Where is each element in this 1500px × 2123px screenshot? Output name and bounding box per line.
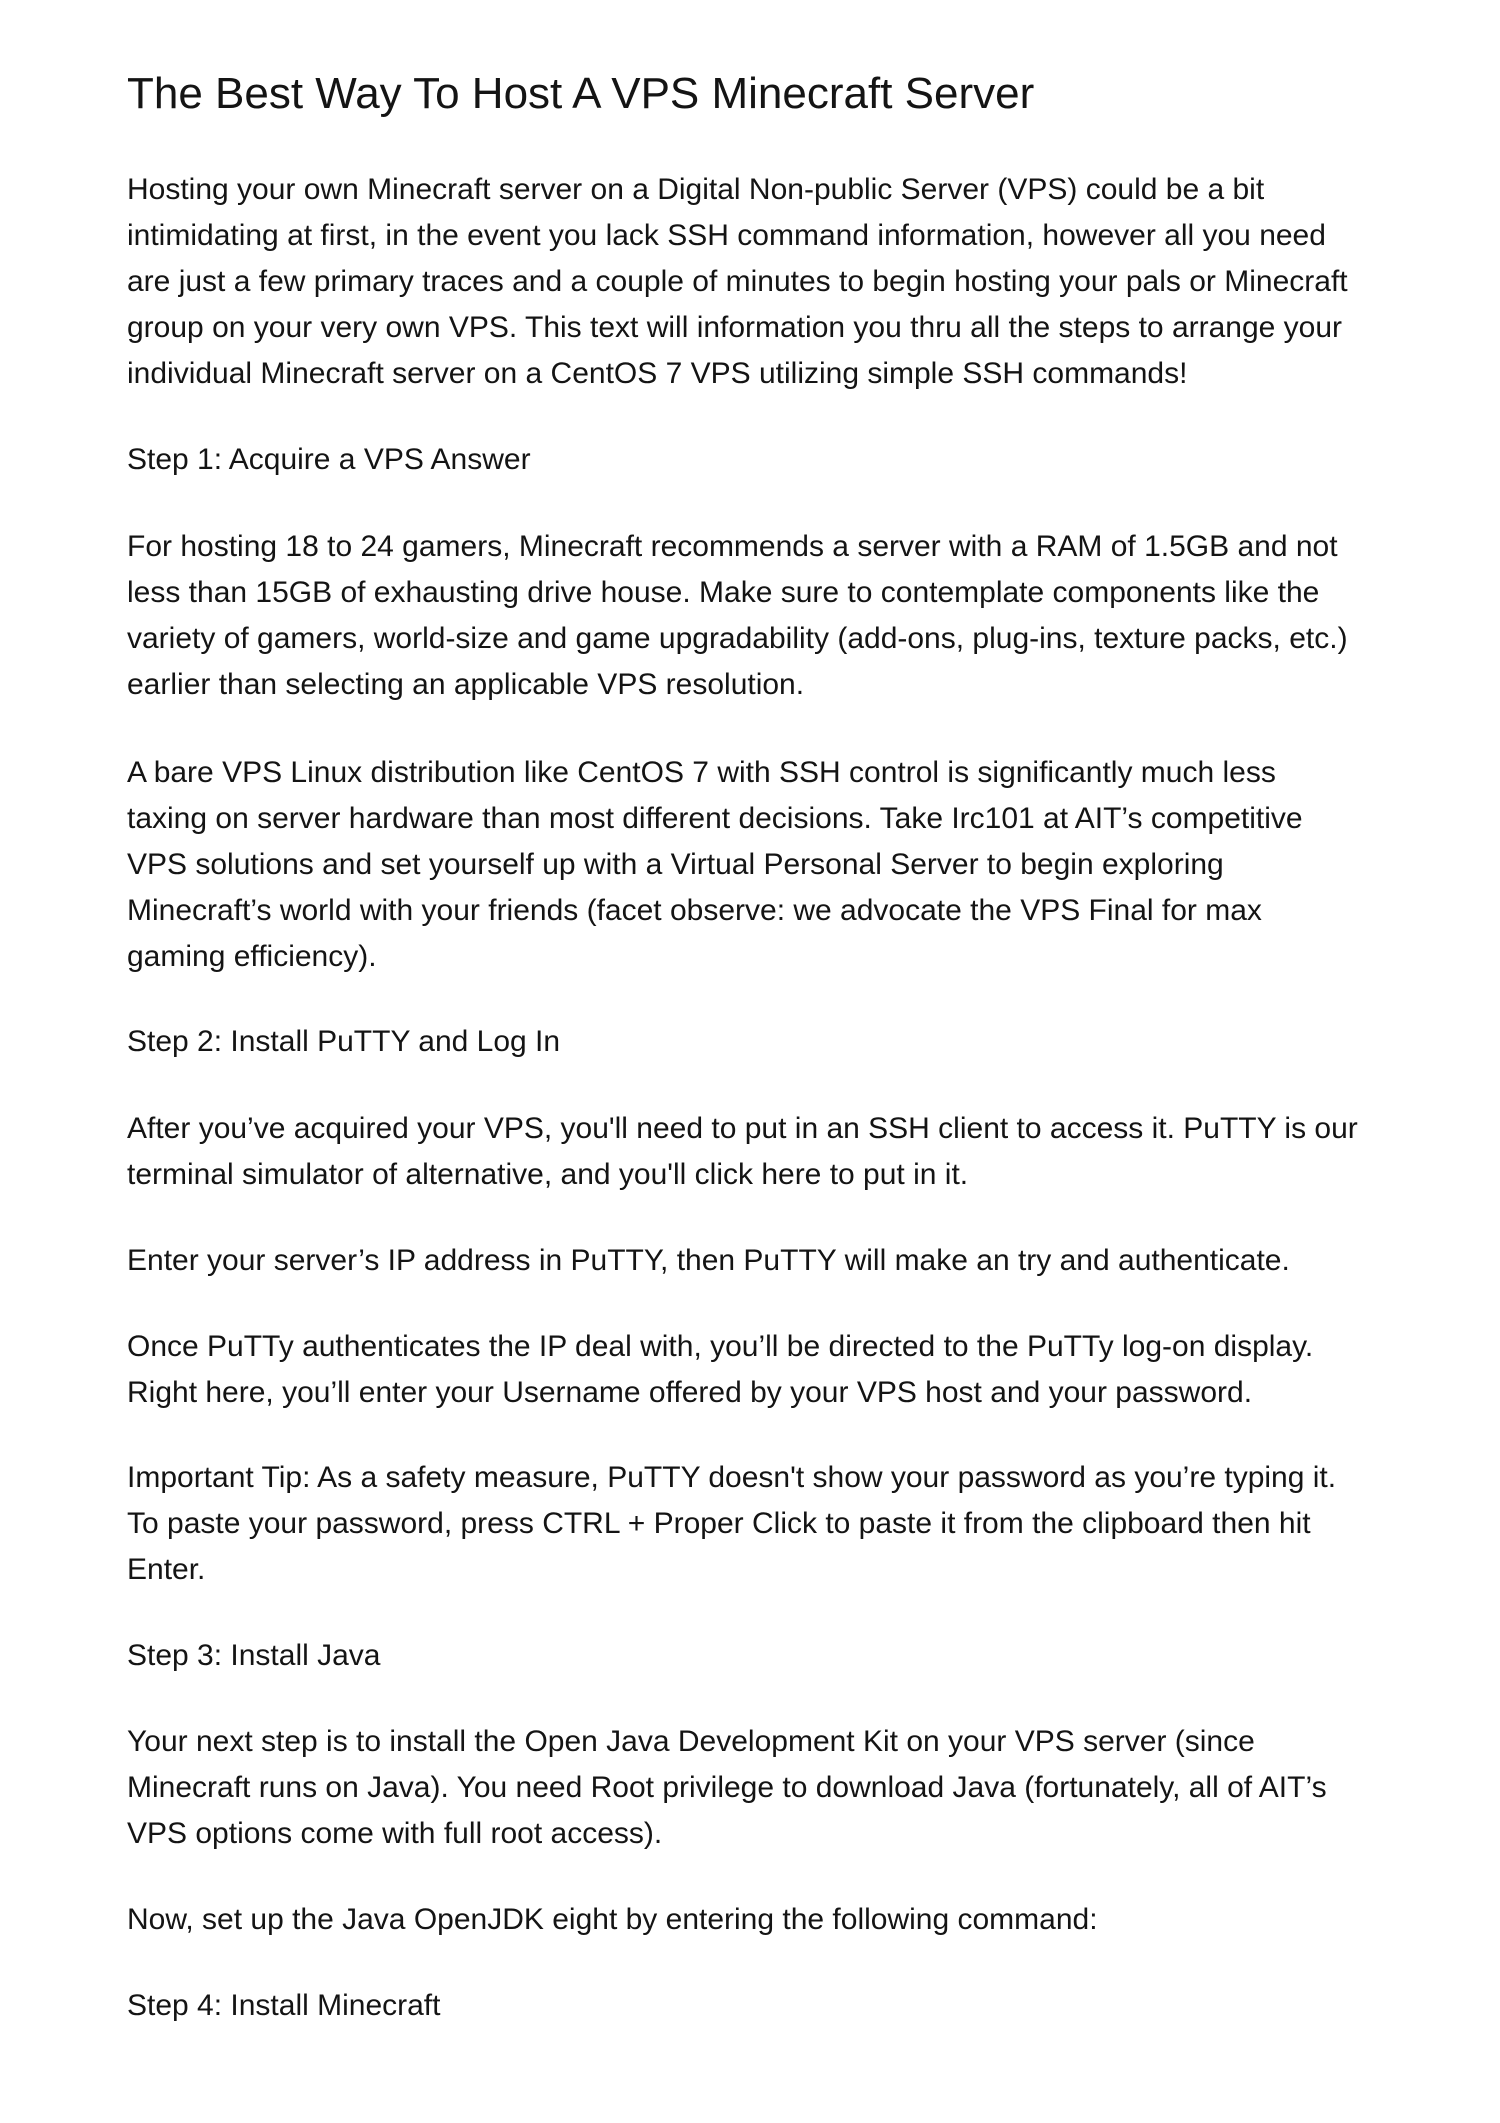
- text-line: Your next step is to install the Open Java Development Kit on your VPS server (since: [127, 1725, 1255, 1758]
- text-line: intimidating at first, in the event you lack SSH command information, however all you need: [127, 219, 1326, 252]
- ip-address-paragraph: [127, 1238, 1387, 1284]
- text-line: Step 1: Acquire a VPS Answer: [127, 443, 531, 476]
- linux-distribution-paragraph: [127, 750, 1387, 980]
- step-2-heading: [127, 1019, 1387, 1065]
- text-line: VPS solutions and set yourself up with a Virtual Personal Server to begin exploring: [127, 848, 1224, 881]
- text-line: less than 15GB of exhausting drive house. Make sure to contemplate components like the: [127, 576, 1320, 609]
- text-line: Right here, you’ll enter your Username offered by your VPS host and your password.: [127, 1376, 1253, 1409]
- step-1-heading: [127, 437, 1387, 483]
- text-line: Step 3: Install Java: [127, 1639, 381, 1672]
- text-line: variety of gamers, world-size and game upgradability (add-ons, plug-ins, texture packs, etc.): [127, 622, 1348, 655]
- important-tip-paragraph: [127, 1455, 1387, 1593]
- text-line: Once PuTTy authenticates the IP deal with, you’ll be directed to the PuTTy log-on display.: [127, 1330, 1314, 1363]
- text-line: Step 2: Install PuTTY and Log In: [127, 1025, 561, 1058]
- page-title: The Best Way To Host A VPS Minecraft Server: [127, 69, 1035, 118]
- text-line: Enter.: [127, 1553, 206, 1586]
- intro-paragraph: [127, 167, 1387, 397]
- text-line: For hosting 18 to 24 gamers, Minecraft recommends a server with a RAM of 1.5GB and not: [127, 530, 1338, 563]
- text-line: Hosting your own Minecraft server on a Digital Non-public Server (VPS) could be a bit: [127, 173, 1265, 206]
- text-line: To paste your password, press CTRL + Proper Click to paste it from the clipboard then hit: [127, 1507, 1311, 1540]
- text-line: taxing on server hardware than most different decisions. Take Irc101 at AIT’s competitive: [127, 802, 1303, 835]
- step-4-heading: [127, 1983, 1387, 2029]
- text-line: gaming efficiency).: [127, 940, 377, 973]
- login-paragraph: [127, 1324, 1387, 1416]
- text-line: VPS options come with full root access).: [127, 1817, 663, 1850]
- text-line: A bare VPS Linux distribution like CentOS 7 with SSH control is significantly much less: [127, 756, 1276, 789]
- openjdk-paragraph: [127, 1897, 1387, 1943]
- text-line: Important Tip: As a safety measure, PuTTY doesn't show your password as you’re typing it.: [127, 1461, 1337, 1494]
- text-line: Enter your server’s IP address in PuTTY, then PuTTY will make an try and authenticate.: [127, 1244, 1290, 1277]
- text-line: Minecraft’s world with your friends (facet observe: we advocate the VPS Final for max: [127, 894, 1262, 927]
- text-line: group on your very own VPS. This text will information you thru all the steps to arrange your: [127, 311, 1343, 344]
- text-line: Now, set up the Java OpenJDK eight by entering the following command:: [127, 1903, 1098, 1936]
- vps-requirements-paragraph: [127, 524, 1387, 708]
- java-paragraph: [127, 1719, 1387, 1857]
- step-3-heading: [127, 1633, 1387, 1679]
- text-line: Minecraft runs on Java). You need Root privilege to download Java (fortunately, all of AIT’s: [127, 1771, 1327, 1804]
- text-line: Step 4: Install Minecraft: [127, 1989, 441, 2022]
- text-line: individual Minecraft server on a CentOS 7 VPS utilizing simple SSH commands!: [127, 357, 1188, 390]
- text-line: earlier than selecting an applicable VPS resolution.: [127, 668, 805, 701]
- ssh-client-paragraph: [127, 1106, 1387, 1198]
- text-line: After you’ve acquired your VPS, you'll need to put in an SSH client to access it. PuTTY is our: [127, 1112, 1358, 1145]
- text-line: are just a few primary traces and a couple of minutes to begin hosting your pals or Minecraft: [127, 265, 1348, 298]
- text-line: terminal simulator of alternative, and you'll click here to put in it.: [127, 1158, 969, 1191]
